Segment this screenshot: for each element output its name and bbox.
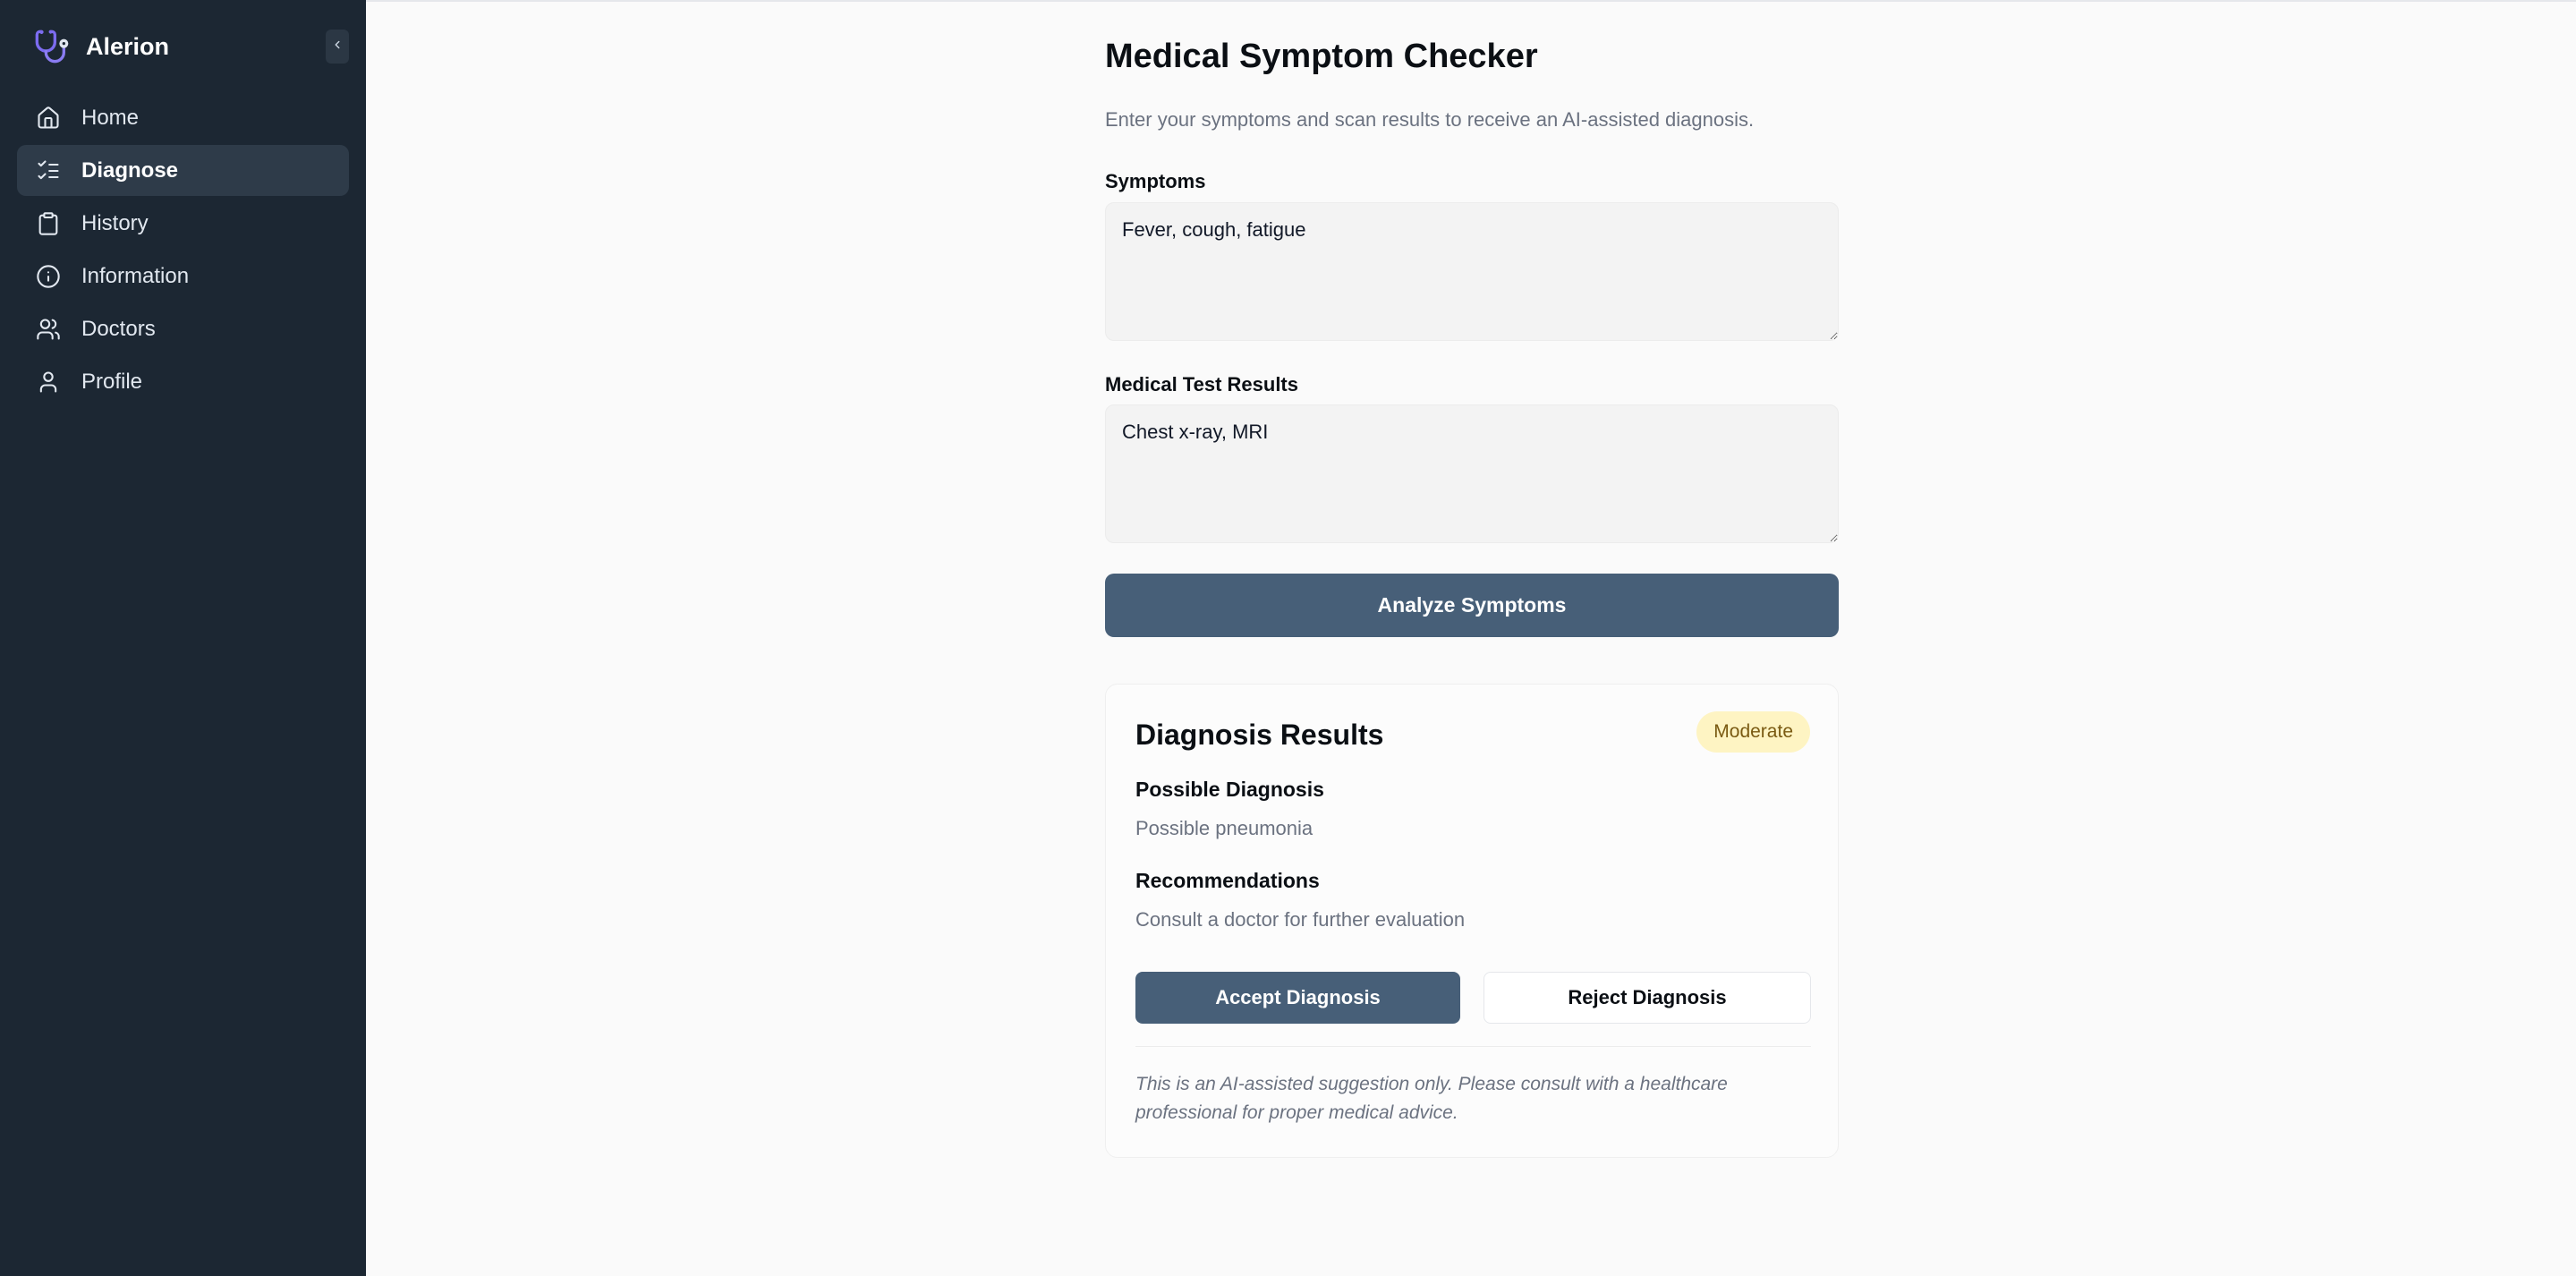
recommendations-text: Consult a doctor for further evaluation [1135, 908, 1466, 931]
test-results-input[interactable] [1105, 404, 1839, 543]
card-divider [1135, 1046, 1811, 1047]
test-results-label: Medical Test Results [1105, 373, 1298, 396]
sidebar-item-label: Home [81, 105, 140, 130]
sidebar-item-label: History [81, 210, 149, 235]
sidebar-item-label: Doctors [81, 316, 156, 341]
possible-diagnosis-heading: Possible Diagnosis [1135, 778, 1324, 801]
symptoms-label: Symptoms [1105, 170, 1206, 192]
sidebar-nav [17, 92, 349, 409]
sidebar-item-profile[interactable] [17, 356, 349, 407]
sidebar-item-history[interactable] [17, 198, 349, 249]
disclaimer-text: This is an AI-assisted suggestion only. Please consult with a healthcare professional for proper medical advice. [1135, 1074, 1728, 1123]
info-icon [35, 263, 62, 290]
top-divider [366, 0, 2576, 2]
accept-diagnosis-button[interactable]: Accept Diagnosis [1135, 972, 1460, 1024]
sidebar-item-diagnose[interactable] [17, 145, 349, 196]
page-title: Medical Symptom Checker [1105, 38, 1538, 75]
sidebar-item-information[interactable] [17, 251, 349, 302]
user-icon [35, 369, 62, 396]
reject-diagnosis-button[interactable]: Reject Diagnosis [1484, 972, 1811, 1024]
severity-badge: Moderate [1696, 711, 1810, 753]
collapse-sidebar-button[interactable] [326, 30, 349, 64]
analyze-symptoms-button[interactable]: Analyze Symptoms [1105, 574, 1839, 637]
home-icon [35, 105, 62, 132]
symptoms-input[interactable] [1105, 202, 1839, 341]
checklist-icon [35, 157, 62, 184]
sidebar [0, 0, 366, 1276]
sidebar-item-label: Information [81, 263, 190, 288]
sidebar-item-label: Diagnose [81, 157, 179, 183]
diagnosis-results-card [1105, 684, 1839, 1158]
results-title: Diagnosis Results [1135, 719, 1384, 751]
chevron-left-icon [331, 38, 344, 55]
recommendations-heading: Recommendations [1135, 869, 1320, 892]
page-subtitle: Enter your symptoms and scan results to receive an AI-assisted diagnosis. [1105, 108, 1755, 131]
sidebar-item-home[interactable] [17, 92, 349, 143]
possible-diagnosis-text: Possible pneumonia [1135, 817, 1314, 839]
sidebar-item-label: Profile [81, 369, 143, 394]
stethoscope-icon [32, 27, 72, 66]
sidebar-item-doctors[interactable] [17, 303, 349, 354]
app-name: Alerion [86, 32, 170, 60]
users-icon [35, 316, 62, 343]
clipboard-icon [35, 210, 62, 237]
brand[interactable] [32, 27, 169, 66]
